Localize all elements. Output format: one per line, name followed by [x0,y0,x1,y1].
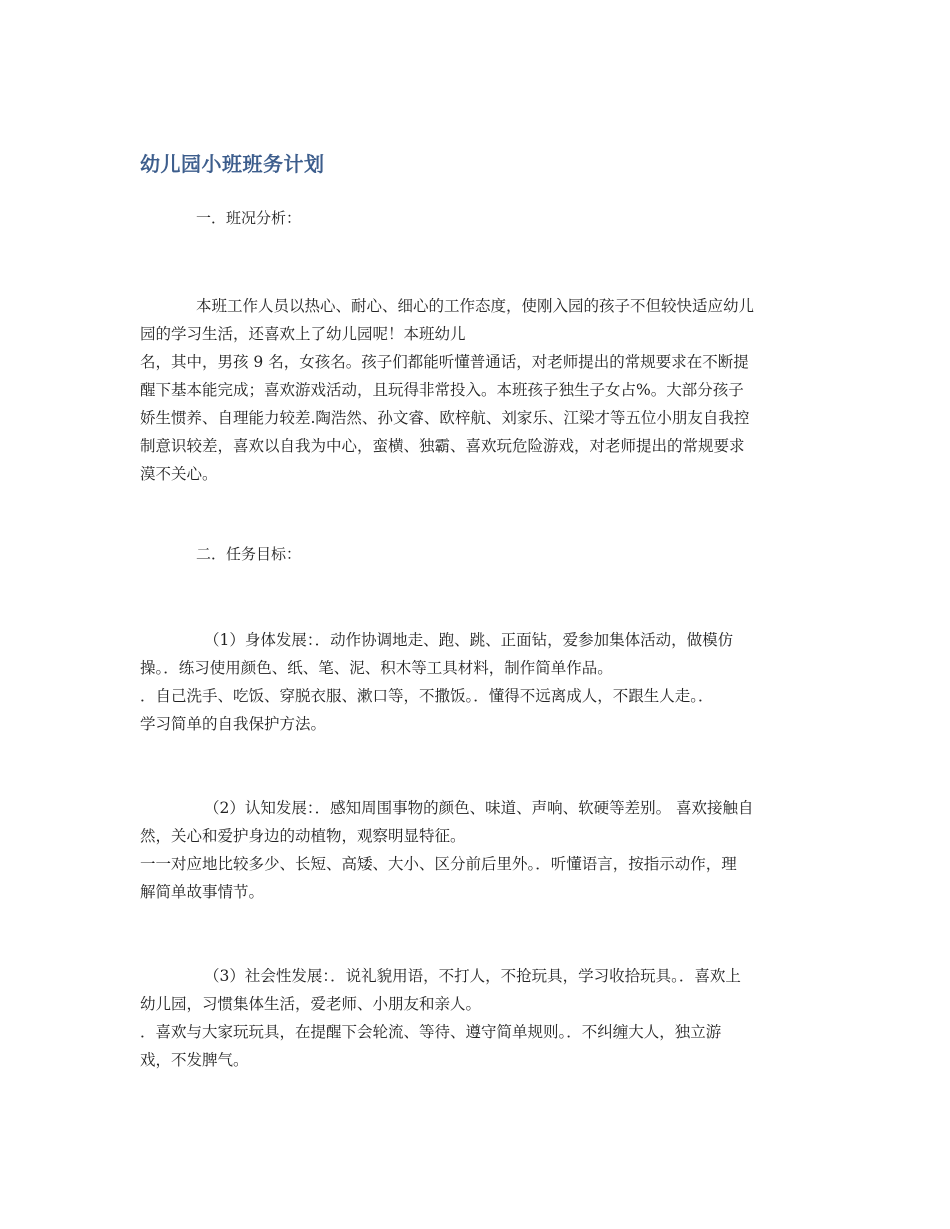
section-heading-task-goals: 二．任务目标： [196,545,302,563]
document-title: 幼儿园小班班务计划 [140,152,325,176]
paragraph-line: 制意识较差，喜欢以自我为中心，蛮横、独霸、喜欢玩危险游戏，对老师提出的常规要求 [140,437,745,455]
paragraph-line: 然，关心和爱护身边的动植物，观察明显特征。 [140,827,466,845]
paragraph-line: 醒下基本能完成；喜欢游戏活动，且玩得非常投入。本班孩子独生子女占%。大部分孩子 [140,381,744,399]
paragraph-line: 本班工作人员以热心、耐心、细心的工作态度，使刚入园的孩子不但较快适应幼儿 [196,297,755,315]
paragraph-line: 一一对应地比较多少、长短、高矮、大小、区分前后里外。．听懂语言，按指示动作，理 [140,855,737,873]
goal-physical-development [140,626,812,738]
paragraph-line: 漠不关心。 [140,465,218,483]
paragraph-line: （1）身体发展：．动作协调地走、跑、跳、正面钻，爱参加集体活动，做模仿 [204,631,734,649]
goal-social-development [140,962,812,1074]
class-analysis-paragraph [140,292,812,488]
paragraph-line: 操。．练习使用颜色、纸、笔、泥、积木等工具材料，制作简单作品。 [140,659,613,677]
paragraph-line: （3）社会性发展：．说礼貌用语，不打人，不抢玩具，学习收拾玩具。．喜欢上 [204,967,741,985]
paragraph-line: 园的学习生活，还喜欢上了幼儿园呢！本班幼儿 [140,325,466,343]
goal-cognitive-development [140,794,812,906]
paragraph-line: ．自己洗手、吃饭、穿脱衣服、漱口等，不撒饭。．懂得不远离成人，不跟生人走。． [140,687,714,705]
paragraph-line: 解简单故事情节。 [140,883,265,901]
paragraph-line: 名，其中，男孩 9 名，女孩名。孩子们都能听懂普通话，对老师提出的常规要求在不断提 [140,353,749,371]
paragraph-line: 学习简单的自我保护方法。 [140,715,327,733]
section-heading-class-analysis: 一．班况分析： [196,209,302,227]
paragraph-line: ．喜欢与大家玩玩具，在提醒下会轮流、等待、遵守简单规则。．不纠缠大人，独立游 [140,1023,722,1041]
paragraph-line: 戏，不发脾气。 [140,1051,249,1069]
paragraph-line: （2）认知发展：．感知周围事物的颜色、味道、声响、软硬等差别。 喜欢接触自 [204,799,754,817]
paragraph-line: 幼儿园，习惯集体生活，爱老师、小朋友和亲人。 [140,995,482,1013]
paragraph-line: 娇生惯养、自理能力较差.陶浩然、孙文睿、欧梓航、刘家乐、江梁才等五位小朋友自我控 [140,409,750,427]
